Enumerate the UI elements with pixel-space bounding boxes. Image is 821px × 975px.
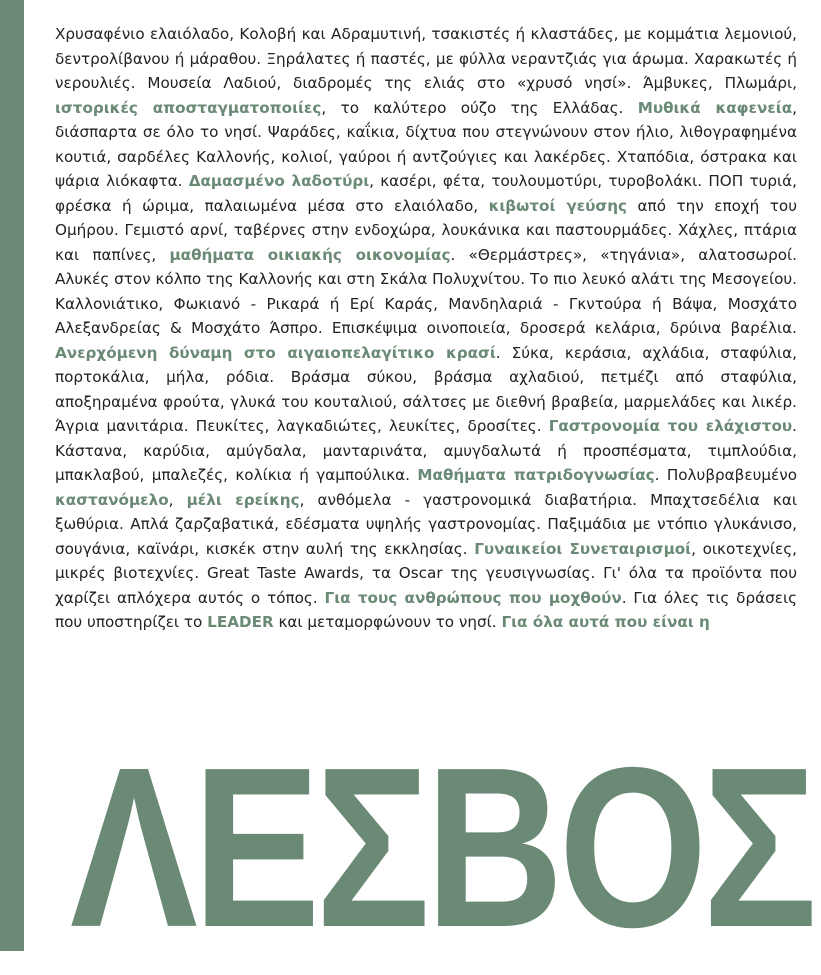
highlight-phrase: Γυναικείοι Συνεταιρισμοί [474, 539, 692, 558]
text-run: , [168, 490, 187, 509]
text-run: , το καλύτερο ούζο της Ελλάδας. [321, 98, 638, 117]
text-run: , οικοτεχνίες, μικρές βιοτεχνίες. Great Taste Awards, τα Oscar της γευσιγνωσίας. Γι' όλα τα προϊόντα που χαρίζει απλόχερα αυτός ο τόπος. [55, 539, 797, 607]
highlight-phrase: καστανόμελο [55, 490, 169, 509]
highlight-phrase: Ανερχόμενη δύναμη στο αιγαιοπελαγίτικο κρασί [55, 343, 496, 362]
text-run: , διάσπαρτα σε όλο το νησί. Ψαράδες, καΐκια, δίχτυα που στεγνώνουν στον ήλιο, λιθογραφημένα κουτιά, σαρδέλες Καλλονής, κολιοί, γαύροι ή αντζούγιες και λακέρδες. Χταπόδια, όστρακα και ψάρια λιόκαφτα. [55, 98, 797, 190]
highlight-phrase: Δαμασμένο λαδοτύρι [188, 172, 370, 190]
text-run: και μεταμορφώνουν το νησί. [273, 613, 502, 631]
text-run: από την εποχή του Ομήρου. Γεμιστό αρνί, ταβέρνες στην ενδοχώρα, λουκάνικα και παστουρμάδες. Χάχλες, πτάρια και παπίνες, [55, 196, 798, 264]
text-run: . Σύκα, κεράσια, αχλάδια, σταφύλια, πορτοκάλια, μήλα, ρόδια. Βράσμα σύκου, βράσμα αχλαδιού, πετμέζι από σταφύλια, αποξηραμένα φρούτα, γλυκά του κουταλιού, σάλτσες με διεθνή βραβεία, μαρμελάδες και λικέρ. Άγρια μανιτάρια. Πευκίτες, λαγκαδιώτες, λευκίτες, δροσίτες. [55, 343, 797, 435]
highlight-phrase: Μαθήματα πατριδογνωσίας [417, 466, 655, 484]
text-run: . Για όλες τις δράσεις που υποστηρίζει το [55, 588, 798, 631]
text-run: , ανθόμελα - γαστρονομικά διαβατήρια. Μπαχτσεδέλια και ξωθύρια. Απλά ζαρζαβατικά, εδέσματα υψηλής γαστρονομίας. Παξιμάδια με ντόπιο γλυκάνισο, σουγάνια, καϊνάρι, κισκέκ στην αυλή της εκκλησίας. [55, 490, 798, 558]
text-run: Χρυσαφένιο ελαιόλαδο, Κολοβή και Αδραμυτινή, τσακιστές ή κλαστάδες, με κομμάτια λεμονιού, δεντρολίβανου ή μάραθου. Ξηράλατες ή παστές, με φύλλα νεραντζιάς για άρωμα. Χαρακωτές ή νερουλιές. Μουσεία Λαδιού, διαδρομές της ελιάς στο «χρυσό νησί». Άμβυκες, Πλωμάρι, [55, 25, 797, 92]
highlight-phrase: LEADER [207, 613, 274, 631]
highlight-phrase: μαθήματα οικιακής οικονομίας [169, 245, 451, 264]
highlight-phrase: Γαστρονομία του ελάχιστου [548, 417, 793, 435]
highlight-phrase: μέλι ερείκης [186, 490, 300, 509]
highlight-phrase: Μυθικά καφενεία [637, 98, 793, 117]
text-run: , κασέρι, φέτα, τουλουμοτύρι, τυροβολάκι. ΠΟΠ τυριά, φρέσκα ή ώριμα, παλαιωμένα μέσα στο ελαιόλαδο, [55, 172, 797, 215]
text-run: . «Θερμάστρες», «τηγάνια», αλατοσωροί. Αλυκές στον κόλπο της Καλλονής και στη Σκάλα Πολυχνίτου. Το πιο λευκό αλάτι της Μεσογείου. Καλλονιάτικο, Φωκιανό - Ρικαρά ή Ερί Καράς, Μανδηλαριά - Γκντούρα ή Βάψα, Μοσχάτο Αλεξανδρείας & Μοσχάτο Άσπρο. Επισκέψιμα οινοποιεία, δροσερά κελάρια, δρύινα βαρέλια. [55, 245, 797, 337]
highlight-phrase: κιβωτοί γεύσης [488, 196, 628, 215]
highlight-phrase: Για τους ανθρώπους που μοχθούν [324, 588, 622, 607]
side-accent-bar [0, 0, 24, 951]
text-run: . Πολυβραβευμένο [654, 466, 798, 484]
page-title: ΛΕΣΒΟΣ [70, 721, 813, 975]
body-paragraph [55, 22, 797, 635]
text-run: . Κάστανα, καρύδια, αμύγδαλα, μανταρινάτα, αμυγδαλωτά ή προσπέσματα, τιμπλούδια, μπακλαβού, μπαλεζές, κολίκια ή γαμπούλικα. [55, 417, 797, 484]
highlight-phrase: ιστορικές αποσταγματοποιίες [55, 98, 322, 117]
highlight-phrase: Για όλα αυτά που είναι η [501, 613, 710, 631]
